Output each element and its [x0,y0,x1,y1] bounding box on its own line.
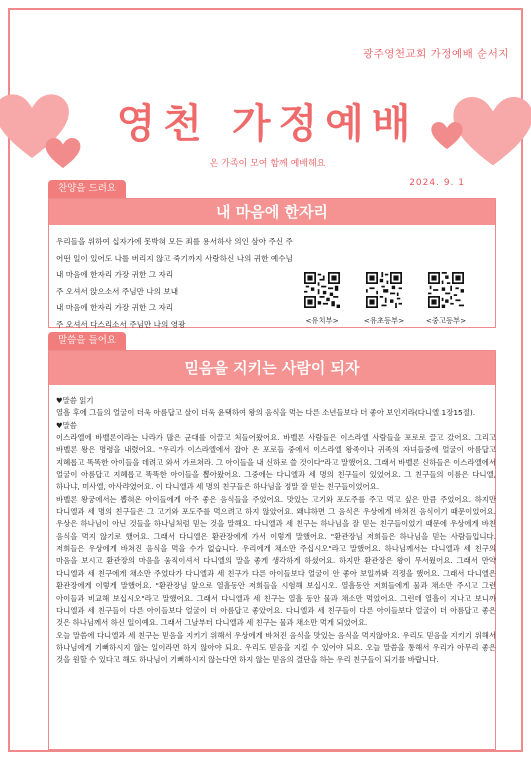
service-date: 2024. 9. 1 [409,178,465,188]
qr-code-icon[interactable] [366,272,402,308]
qr-youth[interactable] [426,272,466,326]
sermon-paragraph: 오늘 말씀에 다니엘과 세 친구는 믿음을 지키기 위해서 우상에게 바쳐진 음식을 맛있는 음식을 먹지않아요. 우리도 믿음을 지키기 위해서 하나님에게 기뻐하시지 않는 일이라면 하지 않아야 되요. 우리도 믿음을 지킬 수 있어야 되요. 오늘 말씀을 통해서 우리가 아무리 좋은 것을 원할 수 있다고 해도 하나님이 기뻐하시지 않는다면 하지 않는 믿음의 결단을 하는 우리 친구들이 되기를 바랍니다. [56,630,496,665]
church-name-line: 광주영천교회 가정예배 순서지 [362,48,509,60]
reading-heading: ♥말씀 읽기 [56,396,94,405]
qr-elementary[interactable] [364,272,404,326]
page-title: 영천 가정예배 [116,101,419,147]
sermon-body [56,395,496,667]
sermon-paragraph: 이스라엘에 바벨론이라는 나라가 많은 군대를 이끌고 처들어왔어요. 바벨론 사람들은 이스라엘 사람들을 포로로 끌고 갔어요. 그리고 바벨론 왕은 명령을 내렸어요. "우리가 이스라엘에서 잡아 온 포로들 중에서 이스라엘 왕족이나 귀족의 자녀들중에 얼굴이 아름답고 지혜롭고 똑똑한 아이들을 데려고 와서 가르쳐라. 그 아이들을 내 신하로 쓸 것이다"라고 말했어요. 그래서 바벨론 신하들은 이스라엘에서 얼굴이 아름답고 지혜롭고 똑똑한 아이들을 뽑아왔어요. 그중에는 다니엘과 세 명의 친구들이 있었어요. 그 친구들의 이름은 다니엘, 하나냐, 미사엘, 아사랴였어요. 이 다니엘과 세 명의 친구들은 하나님을 정말 잘 믿는 친구들이었어요. [56,433,496,492]
word-section-label: 말씀을 들어요 [48,332,126,350]
page-subtitle: 온 가족이 모여 함께 예배해요 [209,159,326,169]
lyric-line: 내 마음에 한자리 가장 귀한 그 자리 [56,270,174,280]
message-heading: ♥말씀 [56,420,77,430]
qr-caption: <유초등부> [363,316,405,325]
bulletin-page [8,8,523,752]
lyric-line: 내 마음에 한자리 가장 귀한 그 자리 [56,303,174,313]
qr-caption: <중고등부> [425,316,467,325]
lyric-line: 주 오셔서 앉으소서 주님만 나의 보내 [56,286,179,296]
song-title: 내 마음에 한자리 [49,199,495,225]
scripture-reading: 열흘 후에 그들의 얼굴이 더욱 아름답고 살이 더욱 윤택하여 왕의 음식을 먹는 다른 소년들보다 더 좋아 보인지라(다니엘 1장15절). [56,408,476,418]
lyric-line: 어떤 일이 있어도 나를 버리지 않고 죽기까지 사랑하신 나의 귀한 예수님 [56,253,293,263]
hero-banner [10,70,525,180]
lyric-line: 주 오셔서 다스리소서 주님만 나의 영광 [56,319,186,329]
lyric-line: 우리들을 위하여 십자가에 못박혀 모든 죄를 용서하사 의인 삼아 주신 주 [56,237,293,246]
qr-code-icon[interactable] [428,272,464,308]
qr-kindergarten[interactable] [302,272,342,326]
qr-caption: <유치부> [305,316,339,325]
sermon-paragraph: 바벨론 왕궁에서는 뽑혀온 아이들에게 아주 좋은 음식들을 주었어요. 맛있는 고기와 포도주를 주고 먹고 싶은 만큼 주었어요. 하지만 다니엘과 세 명의 친구들은 그 고기와 포도주를 먹으려고 하지 않았어요. 왜냐하면 그 음식은 우상에게 바쳐진 음식이기 때문이었어요. 우상은 하나님이 아닌 것들을 하나님처럼 믿는 것을 말해요. 다니엘과 세 친구는 하나님을 잘 믿는 친구들이었기 때문에 우상에게 바친 음식을 먹지 않기로 했어요. 그래서 다니엘은 환관장에게 가서 이렇게 말했어요. "환관장님 저희들은 하나님을 믿는 사람들입니다. 저희들은 우상에게 바쳐진 음식을 먹을 수가 없습니다. 우리에게 채소만 주십시오"라고 말했어요. 하나님께서는 다니엘과 세 친구의 마음을 보시고 환관장의 마음을 움직이셔서 다니엘의 말을 좋게 생각하게 하셨어요. 하지만 환관장은 왕이 무서웠어요. 그래서 만약 다니엘과 세 친구에게 채소만 주었다가 다니엘과 세 친구가 다른 아이들보다 얼굴이 안 좋아 보일까봐 걱정을 했어요. 그래서 다니엘은 환관장에게 이렇게 말했어요. "환관장님 앞으로 열흘동안 저희들을 시험해 보십시오. 열흘동안 저희들에게 물과 채소만 주시고 그런 아이들과 비교해 보십시오"라고 말했어요. 그래서 다니엘과 세 친구는 열흘 동안 물과 채소만 먹었어요. 그런데 열흘이 지나고 보니까 다니엘과 세 친구들이 다른 아이들보다 얼굴이 더 아름답고 좋았어요. 다니엘과 세 친구들이 다른 아이들보다 얼굴이 더 아름답고 좋은 것은 하나님께서 하신 일이예요. 그래서 그날부터 다니엘과 세 친구는 물과 채소만 먹게 되었어요. [56,494,496,628]
sermon-title: 믿음을 지키는 사람이 되자 [49,351,495,385]
qr-code-icon[interactable] [304,272,340,308]
praise-section-label: 찬양을 드려요 [48,180,126,198]
